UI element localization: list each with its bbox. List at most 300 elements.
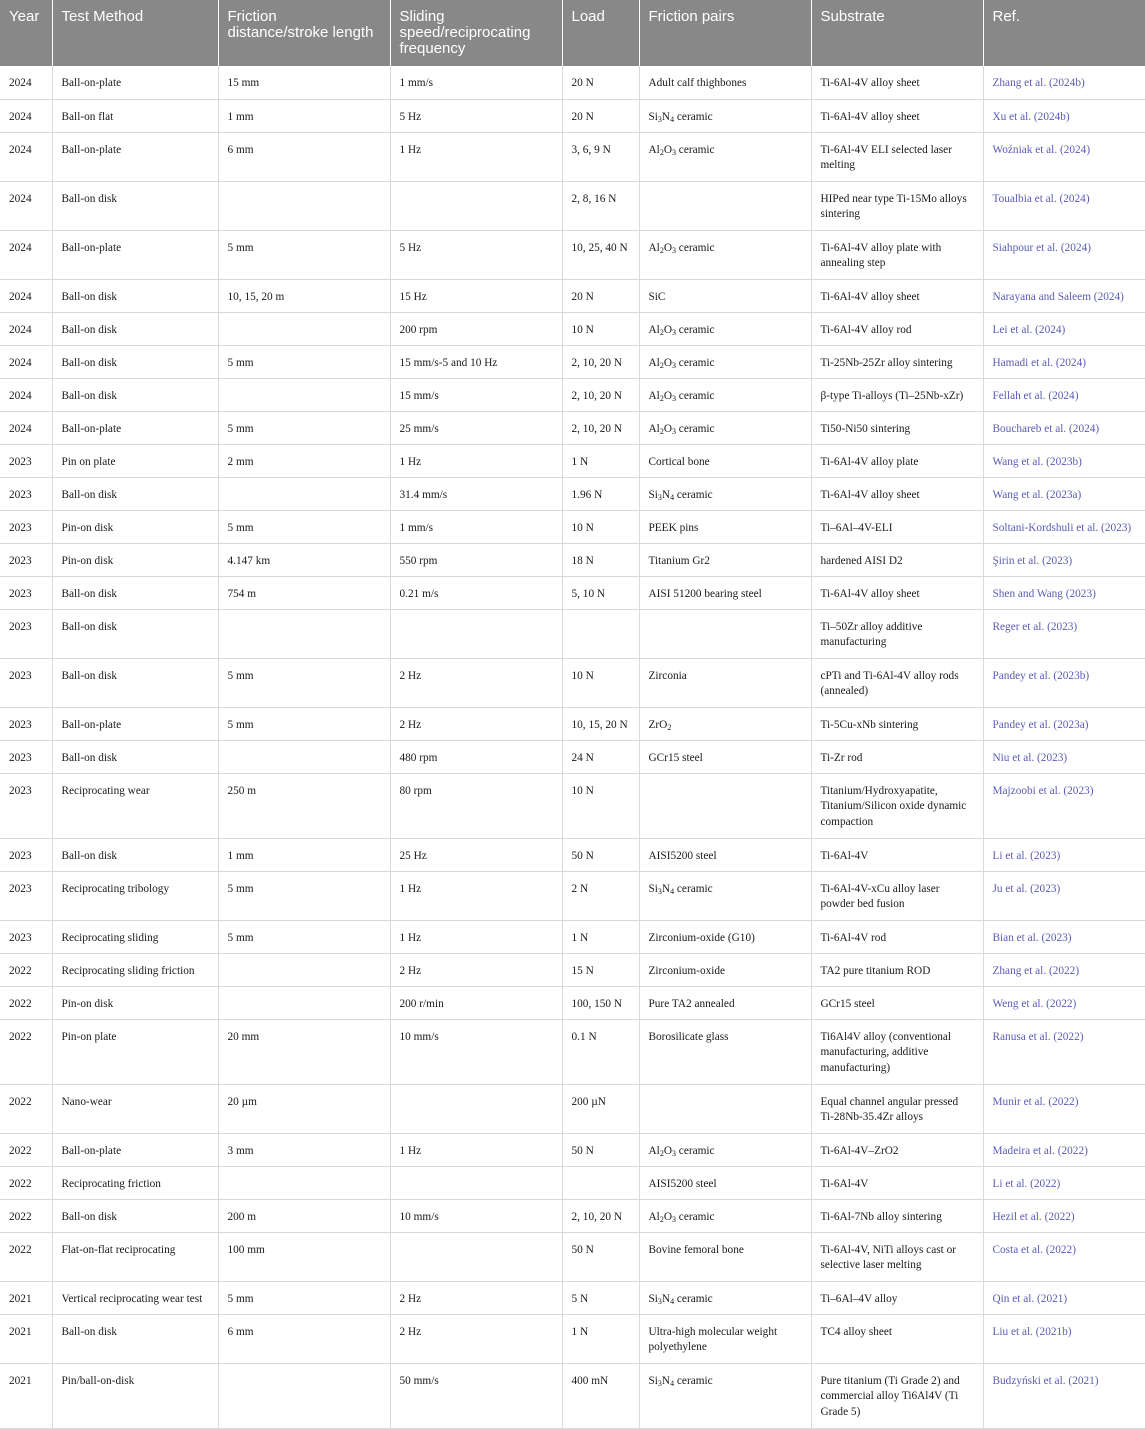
- cell-year: 2023: [0, 658, 52, 707]
- cell-year: 2023: [0, 740, 52, 773]
- cell-friction-distance: 5 mm: [218, 1281, 390, 1314]
- cell-load: 50 N: [562, 1133, 639, 1166]
- column-header-friction-distance: Friction distance/stroke length: [218, 0, 390, 66]
- table-row: [0, 1232, 1145, 1281]
- cell-test-method: Flat-on-flat reciprocating: [52, 1232, 218, 1281]
- table-row: [0, 510, 1145, 543]
- cell-load: 1 N: [562, 920, 639, 953]
- cell-friction-pairs: [639, 1084, 811, 1133]
- cell-ref[interactable]: Fellah et al. (2024): [983, 378, 1145, 411]
- column-header-year: Year: [0, 0, 52, 66]
- column-header-load: Load: [562, 0, 639, 66]
- cell-friction-pairs: $Al_2O_3$ ceramic: [639, 378, 811, 411]
- cell-load: 0.1 N: [562, 1019, 639, 1084]
- cell-test-method: Ball-on disk: [52, 658, 218, 707]
- cell-load: [562, 1166, 639, 1199]
- cell-test-method: Ball-on disk: [52, 312, 218, 345]
- table-row: [0, 609, 1145, 658]
- cell-test-method: Nano-wear: [52, 1084, 218, 1133]
- cell-year: 2024: [0, 66, 52, 99]
- cell-year: 2022: [0, 1166, 52, 1199]
- cell-ref[interactable]: Reger et al. (2023): [983, 609, 1145, 658]
- cell-load: 20 N: [562, 99, 639, 132]
- cell-friction-distance: [218, 953, 390, 986]
- cell-sliding-speed: 25 Hz: [390, 838, 562, 871]
- cell-sliding-speed: 10 mm/s: [390, 1199, 562, 1232]
- table-row: [0, 1019, 1145, 1084]
- cell-test-method: Ball-on flat: [52, 99, 218, 132]
- cell-ref[interactable]: Munir et al. (2022): [983, 1084, 1145, 1133]
- cell-year: 2022: [0, 953, 52, 986]
- cell-sliding-speed: 15 mm/s: [390, 378, 562, 411]
- cell-load: 2, 10, 20 N: [562, 411, 639, 444]
- cell-friction-distance: 5 mm: [218, 230, 390, 279]
- table-row: [0, 477, 1145, 510]
- cell-substrate: Ti-Zr rod: [811, 740, 983, 773]
- cell-year: 2024: [0, 99, 52, 132]
- cell-substrate: Titanium/Hydroxyapatite, Titanium/Silicon oxide dynamic compaction: [811, 773, 983, 838]
- cell-substrate: Ti-6Al-4V-xCu alloy laser powder bed fusion: [811, 871, 983, 920]
- cell-test-method: Reciprocating wear: [52, 773, 218, 838]
- cell-substrate: Ti-6Al-4V alloy sheet: [811, 279, 983, 312]
- cell-friction-distance: [218, 181, 390, 230]
- cell-load: 1 N: [562, 1314, 639, 1363]
- cell-friction-pairs: Adult calf thighbones: [639, 66, 811, 99]
- cell-friction-distance: 100 mm: [218, 1232, 390, 1281]
- cell-test-method: Ball-on disk: [52, 345, 218, 378]
- cell-load: 10 N: [562, 658, 639, 707]
- cell-substrate: Ti-6Al-4V rod: [811, 920, 983, 953]
- cell-friction-distance: [218, 378, 390, 411]
- cell-sliding-speed: 480 rpm: [390, 740, 562, 773]
- cell-ref[interactable]: Weng et al. (2022): [983, 986, 1145, 1019]
- cell-friction-pairs: $Si_3N_4$ ceramic: [639, 99, 811, 132]
- cell-load: 20 N: [562, 66, 639, 99]
- cell-load: 3, 6, 9 N: [562, 132, 639, 181]
- cell-year: 2023: [0, 707, 52, 740]
- cell-friction-distance: 5 mm: [218, 658, 390, 707]
- cell-year: 2023: [0, 838, 52, 871]
- cell-friction-pairs: $Al_2O_3$ ceramic: [639, 1133, 811, 1166]
- cell-test-method: Pin-on plate: [52, 1019, 218, 1084]
- cell-year: 2023: [0, 444, 52, 477]
- cell-friction-pairs: [639, 773, 811, 838]
- table-row: [0, 444, 1145, 477]
- cell-sliding-speed: 15 Hz: [390, 279, 562, 312]
- cell-load: 5, 10 N: [562, 576, 639, 609]
- cell-sliding-speed: 1 Hz: [390, 871, 562, 920]
- cell-friction-distance: 250 m: [218, 773, 390, 838]
- table-row: [0, 1281, 1145, 1314]
- table-row: [0, 953, 1145, 986]
- cell-sliding-speed: 2 Hz: [390, 1314, 562, 1363]
- cell-load: 10, 25, 40 N: [562, 230, 639, 279]
- cell-sliding-speed: 200 rpm: [390, 312, 562, 345]
- cell-year: 2024: [0, 345, 52, 378]
- cell-sliding-speed: 1 Hz: [390, 1133, 562, 1166]
- cell-sliding-speed: 1 Hz: [390, 132, 562, 181]
- cell-substrate: Ti6Al4V alloy (conventional manufacturing, additive manufacturing): [811, 1019, 983, 1084]
- cell-friction-distance: 5 mm: [218, 707, 390, 740]
- cell-friction-distance: [218, 312, 390, 345]
- cell-friction-pairs: Zirconium-oxide: [639, 953, 811, 986]
- cell-substrate: β-type Ti-alloys (Ti–25Nb-xZr): [811, 378, 983, 411]
- cell-test-method: Ball-on disk: [52, 477, 218, 510]
- cell-friction-distance: 5 mm: [218, 345, 390, 378]
- cell-test-method: Ball-on-plate: [52, 411, 218, 444]
- cell-test-method: Vertical reciprocating wear test: [52, 1281, 218, 1314]
- cell-ref[interactable]: Bian et al. (2023): [983, 920, 1145, 953]
- table-row: [0, 312, 1145, 345]
- cell-load: 10 N: [562, 773, 639, 838]
- cell-test-method: Ball-on disk: [52, 279, 218, 312]
- cell-friction-distance: [218, 477, 390, 510]
- cell-year: 2021: [0, 1314, 52, 1363]
- cell-year: 2023: [0, 477, 52, 510]
- cell-substrate: Ti-6Al-4V–ZrO2: [811, 1133, 983, 1166]
- cell-test-method: Pin on plate: [52, 444, 218, 477]
- cell-load: 2, 8, 16 N: [562, 181, 639, 230]
- cell-load: [562, 609, 639, 658]
- cell-friction-distance: [218, 1363, 390, 1428]
- cell-sliding-speed: 50 mm/s: [390, 1363, 562, 1428]
- cell-ref[interactable]: Toualbia et al. (2024): [983, 181, 1145, 230]
- cell-test-method: Ball-on disk: [52, 1199, 218, 1232]
- table-row: [0, 66, 1145, 99]
- table-row: [0, 576, 1145, 609]
- cell-load: 2, 10, 20 N: [562, 345, 639, 378]
- cell-substrate: Ti-25Nb-25Zr alloy sintering: [811, 345, 983, 378]
- cell-year: 2023: [0, 920, 52, 953]
- cell-friction-distance: [218, 609, 390, 658]
- cell-sliding-speed: 1 mm/s: [390, 510, 562, 543]
- cell-year: 2024: [0, 312, 52, 345]
- cell-ref[interactable]: Hezil et al. (2022): [983, 1199, 1145, 1232]
- table-header: [0, 0, 1145, 66]
- cell-substrate: Ti-6Al-4V alloy plate with annealing step: [811, 230, 983, 279]
- cell-friction-pairs: $Si_3N_4$ ceramic: [639, 871, 811, 920]
- cell-ref[interactable]: Liu et al. (2021b): [983, 1314, 1145, 1363]
- cell-sliding-speed: 0.21 m/s: [390, 576, 562, 609]
- cell-friction-distance: 20 mm: [218, 1019, 390, 1084]
- cell-test-method: Ball-on disk: [52, 378, 218, 411]
- cell-friction-pairs: ZrO$_2$: [639, 707, 811, 740]
- cell-substrate: GCr15 steel: [811, 986, 983, 1019]
- cell-sliding-speed: 5 Hz: [390, 230, 562, 279]
- cell-test-method: Pin-on disk: [52, 543, 218, 576]
- cell-friction-pairs: SiC: [639, 279, 811, 312]
- cell-sliding-speed: 1 Hz: [390, 444, 562, 477]
- cell-sliding-speed: 2 Hz: [390, 953, 562, 986]
- table-row: [0, 740, 1145, 773]
- table-row: [0, 99, 1145, 132]
- table-row: [0, 920, 1145, 953]
- cell-load: 18 N: [562, 543, 639, 576]
- cell-ref[interactable]: Pandey et al. (2023a): [983, 707, 1145, 740]
- cell-friction-distance: 20 µm: [218, 1084, 390, 1133]
- table-row: [0, 378, 1145, 411]
- cell-test-method: Pin/ball-on-disk: [52, 1363, 218, 1428]
- cell-substrate: Ti-6Al-4V: [811, 838, 983, 871]
- cell-ref[interactable]: Qin et al. (2021): [983, 1281, 1145, 1314]
- cell-ref[interactable]: Ju et al. (2023): [983, 871, 1145, 920]
- cell-friction-distance: [218, 740, 390, 773]
- cell-year: 2023: [0, 510, 52, 543]
- cell-year: 2024: [0, 279, 52, 312]
- cell-substrate: Ti-5Cu-xNb sintering: [811, 707, 983, 740]
- table-row: [0, 871, 1145, 920]
- cell-year: 2022: [0, 1019, 52, 1084]
- cell-ref[interactable]: Zhang et al. (2022): [983, 953, 1145, 986]
- cell-sliding-speed: 200 r/min: [390, 986, 562, 1019]
- cell-substrate: Equal channel angular pressed Ti-28Nb-35.4Zr alloys: [811, 1084, 983, 1133]
- cell-ref[interactable]: Narayana and Saleem (2024): [983, 279, 1145, 312]
- cell-sliding-speed: 25 mm/s: [390, 411, 562, 444]
- cell-friction-pairs: $Al_2O_3$ ceramic: [639, 230, 811, 279]
- cell-friction-pairs: $Al_2O_3$ ceramic: [639, 1199, 811, 1232]
- cell-ref[interactable]: Budzyński et al. (2021): [983, 1363, 1145, 1428]
- cell-test-method: Ball-on-plate: [52, 230, 218, 279]
- cell-friction-pairs: $Al_2O_3$ ceramic: [639, 345, 811, 378]
- cell-substrate: Ti-6Al-4V alloy sheet: [811, 576, 983, 609]
- cell-friction-pairs: Bovine femoral bone: [639, 1232, 811, 1281]
- cell-ref[interactable]: Majzoobi et al. (2023): [983, 773, 1145, 838]
- cell-friction-pairs: [639, 609, 811, 658]
- cell-test-method: Ball-on-plate: [52, 707, 218, 740]
- cell-test-method: Ball-on-plate: [52, 66, 218, 99]
- cell-ref[interactable]: Li et al. (2023): [983, 838, 1145, 871]
- table-row: [0, 1084, 1145, 1133]
- table-row: [0, 279, 1145, 312]
- cell-ref[interactable]: Lei et al. (2024): [983, 312, 1145, 345]
- cell-year: 2024: [0, 411, 52, 444]
- cell-year: 2022: [0, 1199, 52, 1232]
- cell-friction-pairs: Borosilicate glass: [639, 1019, 811, 1084]
- cell-substrate: Ti50-Ni50 sintering: [811, 411, 983, 444]
- cell-test-method: Reciprocating sliding: [52, 920, 218, 953]
- cell-substrate: Ti–6Al–4V-ELI: [811, 510, 983, 543]
- cell-friction-pairs: AISI 51200 bearing steel: [639, 576, 811, 609]
- cell-test-method: Reciprocating tribology: [52, 871, 218, 920]
- cell-sliding-speed: [390, 609, 562, 658]
- cell-year: 2021: [0, 1363, 52, 1428]
- table-row: [0, 1363, 1145, 1428]
- cell-friction-distance: 5 mm: [218, 411, 390, 444]
- cell-year: 2022: [0, 1084, 52, 1133]
- cell-friction-pairs: AISI5200 steel: [639, 1166, 811, 1199]
- cell-substrate: TA2 pure titanium ROD: [811, 953, 983, 986]
- cell-friction-pairs: $Al_2O_3$ ceramic: [639, 312, 811, 345]
- cell-friction-pairs: $Al_2O_3$ ceramic: [639, 411, 811, 444]
- cell-sliding-speed: [390, 181, 562, 230]
- cell-friction-pairs: [639, 181, 811, 230]
- cell-ref[interactable]: Shen and Wang (2023): [983, 576, 1145, 609]
- cell-year: 2024: [0, 181, 52, 230]
- cell-friction-pairs: Zirconium-oxide (G10): [639, 920, 811, 953]
- cell-year: 2024: [0, 132, 52, 181]
- cell-friction-pairs: $Si_3N_4$ ceramic: [639, 1281, 811, 1314]
- cell-load: 400 mN: [562, 1363, 639, 1428]
- cell-load: 24 N: [562, 740, 639, 773]
- table-row: [0, 838, 1145, 871]
- cell-ref[interactable]: Siahpour et al. (2024): [983, 230, 1145, 279]
- cell-substrate: Ti-6Al-4V, NiTi alloys cast or selective laser melting: [811, 1232, 983, 1281]
- cell-year: 2022: [0, 1232, 52, 1281]
- cell-friction-distance: [218, 986, 390, 1019]
- cell-substrate: Ti-6Al-4V alloy sheet: [811, 477, 983, 510]
- cell-load: 10 N: [562, 312, 639, 345]
- cell-friction-pairs: Pure TA2 annealed: [639, 986, 811, 1019]
- cell-load: 1.96 N: [562, 477, 639, 510]
- cell-year: 2024: [0, 378, 52, 411]
- cell-ref[interactable]: Li et al. (2022): [983, 1166, 1145, 1199]
- cell-friction-distance: 15 mm: [218, 66, 390, 99]
- cell-friction-pairs: Ultra-high molecular weight polyethylene: [639, 1314, 811, 1363]
- column-header-sliding-speed: Sliding speed/reciprocating frequency: [390, 0, 562, 66]
- cell-year: 2023: [0, 871, 52, 920]
- cell-test-method: Ball-on-plate: [52, 1133, 218, 1166]
- cell-sliding-speed: 2 Hz: [390, 1281, 562, 1314]
- column-header-ref: Ref.: [983, 0, 1145, 66]
- table-row: [0, 1314, 1145, 1363]
- cell-load: 10, 15, 20 N: [562, 707, 639, 740]
- cell-ref[interactable]: Şirin et al. (2023): [983, 543, 1145, 576]
- cell-sliding-speed: 2 Hz: [390, 658, 562, 707]
- cell-friction-distance: 5 mm: [218, 871, 390, 920]
- cell-ref[interactable]: Woźniak et al. (2024): [983, 132, 1145, 181]
- table-row: [0, 1199, 1145, 1232]
- cell-load: 2, 10, 20 N: [562, 378, 639, 411]
- cell-friction-distance: 10, 15, 20 m: [218, 279, 390, 312]
- cell-substrate: Ti–50Zr alloy additive manufacturing: [811, 609, 983, 658]
- cell-friction-distance: 754 m: [218, 576, 390, 609]
- cell-year: 2023: [0, 576, 52, 609]
- cell-sliding-speed: 1 mm/s: [390, 66, 562, 99]
- cell-test-method: Reciprocating friction: [52, 1166, 218, 1199]
- cell-substrate: TC4 alloy sheet: [811, 1314, 983, 1363]
- cell-friction-distance: 1 mm: [218, 99, 390, 132]
- cell-friction-pairs: Zirconia: [639, 658, 811, 707]
- cell-year: 2023: [0, 543, 52, 576]
- cell-ref[interactable]: Ranusa et al. (2022): [983, 1019, 1145, 1084]
- cell-friction-distance: 6 mm: [218, 1314, 390, 1363]
- cell-load: 2, 10, 20 N: [562, 1199, 639, 1232]
- cell-test-method: Ball-on disk: [52, 609, 218, 658]
- cell-substrate: hardened AISI D2: [811, 543, 983, 576]
- cell-test-method: Reciprocating sliding friction: [52, 953, 218, 986]
- cell-year: 2021: [0, 1281, 52, 1314]
- cell-substrate: Pure titanium (Ti Grade 2) and commercial alloy Ti6Al4V (Ti Grade 5): [811, 1363, 983, 1428]
- cell-test-method: Pin-on disk: [52, 986, 218, 1019]
- table-row: [0, 773, 1145, 838]
- table-row: [0, 411, 1145, 444]
- cell-friction-pairs: Cortical bone: [639, 444, 811, 477]
- cell-friction-pairs: Titanium Gr2: [639, 543, 811, 576]
- cell-sliding-speed: 550 rpm: [390, 543, 562, 576]
- cell-substrate: Ti-6Al-4V alloy sheet: [811, 66, 983, 99]
- cell-ref[interactable]: Costa et al. (2022): [983, 1232, 1145, 1281]
- cell-load: 5 N: [562, 1281, 639, 1314]
- cell-test-method: Pin-on disk: [52, 510, 218, 543]
- cell-friction-pairs: $Si_3N_4$ ceramic: [639, 477, 811, 510]
- table-row: [0, 1166, 1145, 1199]
- cell-sliding-speed: 2 Hz: [390, 707, 562, 740]
- cell-year: 2022: [0, 986, 52, 1019]
- cell-ref[interactable]: Soltani-Kordshuli et al. (2023): [983, 510, 1145, 543]
- column-header-test-method: Test Method: [52, 0, 218, 66]
- header-row: [0, 0, 1145, 66]
- cell-year: 2023: [0, 773, 52, 838]
- cell-year: 2024: [0, 230, 52, 279]
- table-row: [0, 658, 1145, 707]
- cell-test-method: Ball-on disk: [52, 838, 218, 871]
- cell-ref[interactable]: Bouchareb et al. (2024): [983, 411, 1145, 444]
- cell-ref[interactable]: Pandey et al. (2023b): [983, 658, 1145, 707]
- table-row: [0, 543, 1145, 576]
- cell-load: 1 N: [562, 444, 639, 477]
- cell-sliding-speed: 80 rpm: [390, 773, 562, 838]
- cell-ref[interactable]: Zhang et al. (2024b): [983, 66, 1145, 99]
- cell-friction-distance: 1 mm: [218, 838, 390, 871]
- table-row: [0, 132, 1145, 181]
- cell-load: 20 N: [562, 279, 639, 312]
- cell-friction-pairs: $Al_2O_3$ ceramic: [639, 132, 811, 181]
- table-row: [0, 181, 1145, 230]
- cell-friction-pairs: GCr15 steel: [639, 740, 811, 773]
- cell-sliding-speed: 10 mm/s: [390, 1019, 562, 1084]
- table-body: [0, 66, 1145, 1428]
- cell-sliding-speed: 1 Hz: [390, 920, 562, 953]
- cell-test-method: Ball-on disk: [52, 740, 218, 773]
- cell-substrate: Ti-6Al-4V alloy rod: [811, 312, 983, 345]
- cell-sliding-speed: [390, 1232, 562, 1281]
- cell-ref[interactable]: Madeira et al. (2022): [983, 1133, 1145, 1166]
- cell-substrate: Ti-6Al-7Nb alloy sintering: [811, 1199, 983, 1232]
- cell-load: 2 N: [562, 871, 639, 920]
- cell-friction-pairs: $Si_3N_4$ ceramic: [639, 1363, 811, 1428]
- cell-ref[interactable]: Niu et al. (2023): [983, 740, 1145, 773]
- cell-ref[interactable]: Wang et al. (2023a): [983, 477, 1145, 510]
- cell-friction-distance: 4.147 km: [218, 543, 390, 576]
- cell-sliding-speed: 31.4 mm/s: [390, 477, 562, 510]
- cell-ref[interactable]: Hamadi et al. (2024): [983, 345, 1145, 378]
- cell-friction-pairs: PEEK pins: [639, 510, 811, 543]
- cell-year: 2022: [0, 1133, 52, 1166]
- cell-friction-distance: 3 mm: [218, 1133, 390, 1166]
- cell-test-method: Ball-on disk: [52, 181, 218, 230]
- cell-year: 2023: [0, 609, 52, 658]
- cell-friction-distance: [218, 1166, 390, 1199]
- cell-friction-distance: 5 mm: [218, 510, 390, 543]
- cell-load: 200 µN: [562, 1084, 639, 1133]
- table-row: [0, 707, 1145, 740]
- table-row: [0, 230, 1145, 279]
- cell-load: 50 N: [562, 1232, 639, 1281]
- cell-ref[interactable]: Wang et al. (2023b): [983, 444, 1145, 477]
- cell-test-method: Ball-on disk: [52, 576, 218, 609]
- cell-substrate: Ti-6Al-4V alloy plate: [811, 444, 983, 477]
- cell-ref[interactable]: Xu et al. (2024b): [983, 99, 1145, 132]
- cell-substrate: HIPed near type Ti-15Mo alloys sintering: [811, 181, 983, 230]
- cell-substrate: Ti-6Al-4V alloy sheet: [811, 99, 983, 132]
- column-header-substrate: Substrate: [811, 0, 983, 66]
- table-row: [0, 986, 1145, 1019]
- table-row: [0, 345, 1145, 378]
- cell-load: 50 N: [562, 838, 639, 871]
- cell-load: 100, 150 N: [562, 986, 639, 1019]
- cell-substrate: Ti-6Al-4V ELI selected laser melting: [811, 132, 983, 181]
- column-header-friction-pairs: Friction pairs: [639, 0, 811, 66]
